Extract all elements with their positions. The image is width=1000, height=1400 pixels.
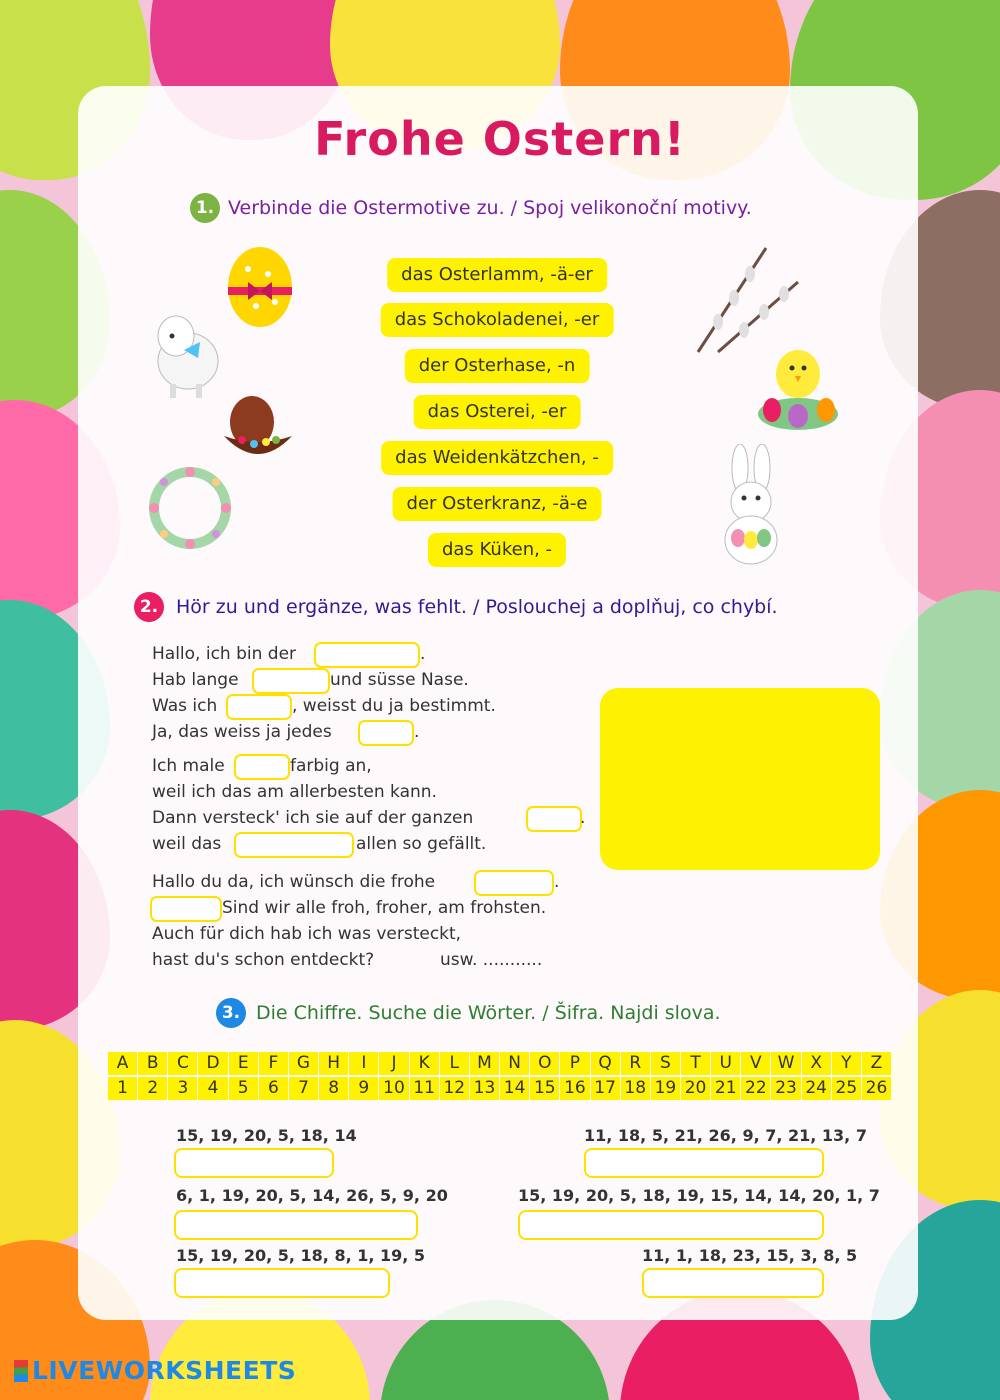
cipher-number: 22 xyxy=(741,1077,771,1100)
logo-cube-icon xyxy=(14,1360,28,1382)
cipher-number: 25 xyxy=(832,1077,862,1100)
cipher-answer-input[interactable] xyxy=(584,1148,824,1178)
cipher-number: 11 xyxy=(410,1077,440,1100)
page-title: Frohe Ostern! xyxy=(314,112,686,166)
vocab-word[interactable]: das Weidenkätzchen, - xyxy=(381,441,613,475)
lyric-line-end: . xyxy=(420,644,426,664)
lyric-gap-input[interactable] xyxy=(526,806,582,832)
cipher-number: 21 xyxy=(711,1077,741,1100)
easter-egg-picture[interactable] xyxy=(220,244,300,329)
audio-player-area[interactable] xyxy=(600,688,880,870)
cipher-letter: Q xyxy=(591,1052,621,1075)
lyric-line: Auch für dich hab ich was versteckt, xyxy=(152,924,462,944)
cipher-number: 4 xyxy=(198,1077,228,1100)
lyric-gap-input[interactable] xyxy=(226,694,292,720)
vocab-word[interactable]: der Osterkranz, -ä-e xyxy=(393,487,602,521)
cipher-letter: L xyxy=(440,1052,470,1075)
cipher-answer-input[interactable] xyxy=(518,1210,824,1240)
lyric-line: Was ich xyxy=(152,696,218,716)
vocab-word[interactable]: das Schokoladenei, -er xyxy=(381,303,614,337)
cipher-table xyxy=(108,1052,892,1100)
cipher-answer-input[interactable] xyxy=(174,1210,418,1240)
cipher-code: 15, 19, 20, 5, 18, 19, 15, 14, 14, 20, 1, 7 xyxy=(518,1186,880,1205)
logo-text: LIVEWORKSHEETS xyxy=(32,1356,297,1385)
cipher-number: 8 xyxy=(319,1077,349,1100)
lyric-line-end: . xyxy=(414,722,420,742)
cipher-letter: F xyxy=(259,1052,289,1075)
cipher-number: 10 xyxy=(379,1077,409,1100)
cipher-letter: C xyxy=(168,1052,198,1075)
cipher-number: 3 xyxy=(168,1077,198,1100)
exercise-number-2: 2. xyxy=(134,592,164,622)
cipher-letter: X xyxy=(802,1052,832,1075)
lyric-line-end: , weisst du ja bestimmt. xyxy=(292,696,496,716)
cipher-answer-input[interactable] xyxy=(642,1268,824,1298)
cipher-code: 15, 19, 20, 5, 18, 14 xyxy=(176,1126,357,1145)
cipher-letter: G xyxy=(289,1052,319,1075)
cipher-number: 1 xyxy=(108,1077,138,1100)
cipher-letter: K xyxy=(410,1052,440,1075)
exercise-number-3: 3. xyxy=(216,998,246,1028)
easter-bunny-picture[interactable] xyxy=(704,444,800,572)
cipher-number: 18 xyxy=(621,1077,651,1100)
cipher-number: 19 xyxy=(651,1077,681,1100)
lyric-gap-input[interactable] xyxy=(314,642,420,668)
lyric-line-end: Sind wir alle froh, froher, am frohsten. xyxy=(222,898,547,918)
lyric-line-end: und süsse Nase. xyxy=(330,670,469,690)
cipher-letter: A xyxy=(108,1052,138,1075)
cipher-letter: E xyxy=(229,1052,259,1075)
cipher-answer-input[interactable] xyxy=(174,1268,390,1298)
lyric-gap-input[interactable] xyxy=(234,832,354,858)
exercise-number-1: 1. xyxy=(190,193,220,223)
cipher-number: 26 xyxy=(862,1077,892,1100)
easter-wreath-picture[interactable] xyxy=(142,462,238,554)
cipher-number: 9 xyxy=(349,1077,379,1100)
vocab-word[interactable]: das Osterlamm, -ä-er xyxy=(387,258,607,292)
exercise-3-heading: Die Chiffre. Suche die Wörter. / Šifra. Najdi slova. xyxy=(256,1002,721,1024)
lyric-line: Ich male xyxy=(152,756,225,776)
exercise-1-heading: Verbinde die Ostermotive zu. / Spoj velikonoční motivy. xyxy=(228,197,752,219)
lyric-line-end: . xyxy=(580,808,586,828)
cipher-number: 7 xyxy=(289,1077,319,1100)
cipher-letter: S xyxy=(651,1052,681,1075)
cipher-number: 2 xyxy=(138,1077,168,1100)
cipher-code: 6, 1, 19, 20, 5, 14, 26, 5, 9, 20 xyxy=(176,1186,448,1205)
lyric-line-end: . xyxy=(554,872,560,892)
cipher-number: 20 xyxy=(681,1077,711,1100)
lyric-line: Ja, das weiss ja jedes xyxy=(152,722,332,742)
cipher-numbers-row xyxy=(108,1077,892,1100)
cipher-letter: H xyxy=(319,1052,349,1075)
cipher-number: 15 xyxy=(530,1077,560,1100)
lyric-line: weil ich das am allerbesten kann. xyxy=(152,782,437,802)
cipher-letter: M xyxy=(470,1052,500,1075)
lyric-line: Hallo, ich bin der xyxy=(152,644,297,664)
lyric-line: hast du's schon entdeckt? xyxy=(152,950,375,970)
cipher-letter: O xyxy=(530,1052,560,1075)
cipher-letter: W xyxy=(771,1052,801,1075)
cipher-letter: I xyxy=(349,1052,379,1075)
lyric-line-end: farbig an, xyxy=(290,756,372,776)
lyric-line: Hab lange xyxy=(152,670,239,690)
vocab-word[interactable]: das Osterei, -er xyxy=(414,395,581,429)
cipher-number: 14 xyxy=(500,1077,530,1100)
lyric-gap-input[interactable] xyxy=(252,668,330,694)
cipher-letter: B xyxy=(138,1052,168,1075)
cipher-number: 5 xyxy=(229,1077,259,1100)
lyric-gap-input[interactable] xyxy=(234,754,290,780)
lyric-gap-input[interactable] xyxy=(150,896,222,922)
lyric-gap-input[interactable] xyxy=(474,870,554,896)
cipher-code: 15, 19, 20, 5, 18, 8, 1, 19, 5 xyxy=(176,1246,426,1265)
cipher-letter: V xyxy=(741,1052,771,1075)
cipher-code: 11, 18, 5, 21, 26, 9, 7, 21, 13, 7 xyxy=(584,1126,867,1145)
cipher-number: 13 xyxy=(470,1077,500,1100)
lyric-line: weil das xyxy=(152,834,222,854)
cipher-number: 17 xyxy=(591,1077,621,1100)
vocab-word[interactable]: das Küken, - xyxy=(428,533,566,567)
liveworksheets-logo[interactable] xyxy=(14,1356,296,1385)
cipher-letter: R xyxy=(621,1052,651,1075)
cipher-number: 23 xyxy=(771,1077,801,1100)
exercise-2-heading: Hör zu und ergänze, was fehlt. / Poslouchej a doplňuj, co chybí. xyxy=(176,596,778,618)
cipher-letter: P xyxy=(560,1052,590,1075)
chick-picture[interactable] xyxy=(742,336,854,434)
vocab-word[interactable]: der Osterhase, -n xyxy=(405,349,590,383)
cipher-letter: Z xyxy=(862,1052,892,1075)
cipher-letter: D xyxy=(198,1052,228,1075)
cipher-letter: T xyxy=(681,1052,711,1075)
lyric-line-end: allen so gefällt. xyxy=(356,834,487,854)
cipher-letter: N xyxy=(500,1052,530,1075)
cipher-number: 16 xyxy=(560,1077,590,1100)
cipher-number: 24 xyxy=(802,1077,832,1100)
lyric-line: Dann versteck' ich sie auf der ganzen xyxy=(152,808,474,828)
cipher-letter: U xyxy=(711,1052,741,1075)
lamb-picture[interactable] xyxy=(148,306,228,401)
cipher-number: 6 xyxy=(259,1077,289,1100)
lyric-line-end: usw. ........... xyxy=(440,950,543,970)
cipher-number: 12 xyxy=(440,1077,470,1100)
lyric-gap-input[interactable] xyxy=(358,720,414,746)
cipher-letter: J xyxy=(379,1052,409,1075)
lyric-line: Hallo du da, ich wünsch die frohe xyxy=(152,872,436,892)
cipher-answer-input[interactable] xyxy=(174,1148,334,1178)
cipher-code: 11, 1, 18, 23, 15, 3, 8, 5 xyxy=(642,1246,858,1265)
cipher-letters-row xyxy=(108,1052,892,1075)
cipher-letter: Y xyxy=(832,1052,862,1075)
